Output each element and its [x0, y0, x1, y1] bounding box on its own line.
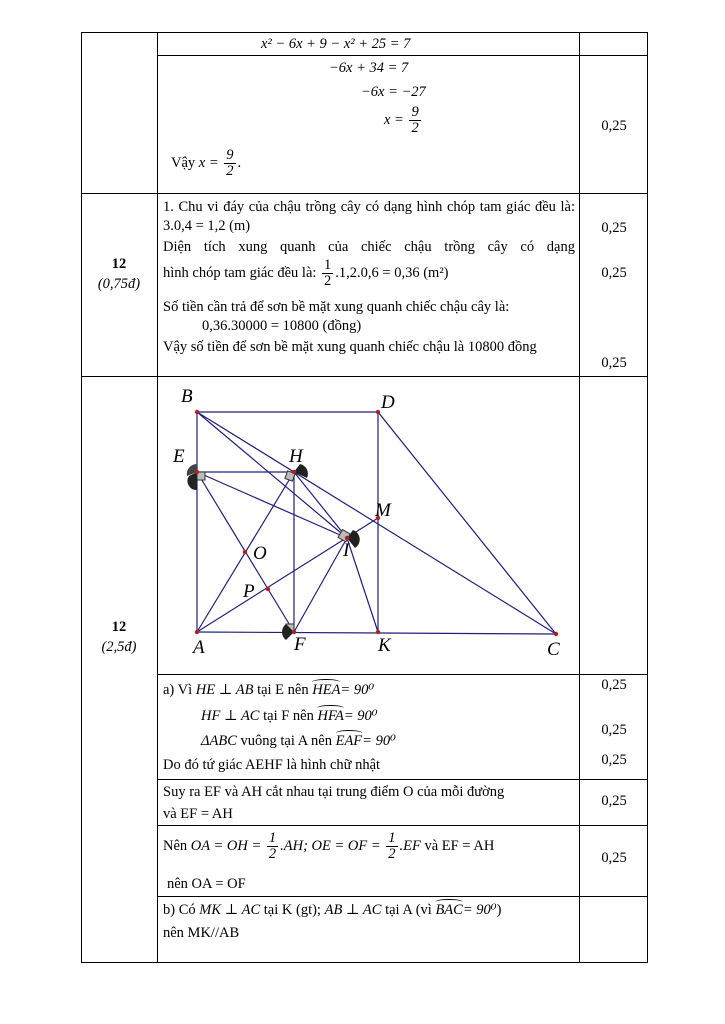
equation-line-2: −6x + 34 = 7 — [329, 60, 409, 76]
label-H: H — [289, 446, 303, 467]
text-fragment: tại F nên — [263, 708, 314, 724]
row-divider — [81, 193, 648, 194]
row-divider — [157, 896, 648, 897]
fraction-nine-halves: $\frac{9}{2}$ — [226, 147, 234, 179]
answer-paragraph-5: 0,36.30000 = 10800 (đồng) — [202, 318, 362, 334]
text-fragment: b) Có — [163, 902, 196, 918]
math-expr: OA = OH = — [190, 837, 262, 854]
question-number-cell — [81, 254, 157, 294]
label-M: M — [375, 500, 391, 521]
angle-symbol: HEA — [312, 682, 341, 698]
part-a3-line-2: nên OA = OF — [167, 876, 246, 892]
answer-paragraph-6: Vậy số tiền để sơn bề mặt xung quanh chiếc chậu là 10800 đồng — [163, 339, 537, 355]
conclusion-prefix: Vậy — [171, 154, 196, 171]
row-divider — [157, 779, 648, 780]
fraction-one-half: $\frac{1}{2}$ — [388, 830, 396, 862]
math-expr: HF ⊥ AC — [201, 708, 260, 724]
text-fragment: tại E nên — [257, 682, 309, 698]
text-fragment: vuông tại A nên — [240, 733, 332, 749]
fraction-one-half: $\frac{1}{2}$ — [268, 830, 277, 862]
angle-symbol: BAC — [435, 902, 463, 918]
points-value: 0,25 — [601, 355, 627, 371]
table-border-top — [81, 32, 648, 33]
math-expr: HE ⊥ AB — [195, 682, 254, 698]
math-expr: AB ⊥ AC — [324, 902, 382, 918]
points-value: 0,25 — [601, 850, 627, 866]
answer-paragraph-1: 1. Chu vi đáy của chậu trồng cây có dạng hình chóp tam giác đều là: 3.0,4 = 1,2 (m) — [163, 199, 575, 234]
part-a2-line-1: Suy ra EF và AH cắt nhau tại trung điểm O của mỗi đường — [163, 784, 505, 800]
math-expr: ΔABC — [201, 733, 237, 749]
fraction-nine-halves: $\frac{9}{2}$ — [411, 104, 419, 136]
table-border-right — [647, 32, 648, 963]
points-value: 0,25 — [601, 752, 627, 768]
answer-table — [81, 32, 648, 963]
math-expr: MK ⊥ AC — [199, 902, 261, 918]
points-value: 0,25 — [601, 220, 627, 236]
label-D: D — [381, 392, 395, 413]
answer-paragraph-3 — [163, 258, 449, 289]
question-score: (0,75đ) — [97, 276, 141, 292]
math-expr: .EF — [399, 837, 421, 854]
answer-paragraph-4: Số tiền cần trả để sơn bề mặt xung quanh chiếc chậu cây là: — [163, 299, 510, 315]
label-I: I — [343, 540, 350, 561]
table-border-left — [81, 32, 82, 963]
row-divider — [157, 825, 648, 826]
equation-line-4 — [384, 105, 423, 136]
conclusion-lhs: x = — [198, 154, 219, 171]
fraction-one-half: $\frac{1}{2}$ — [324, 257, 332, 289]
part-a-prefix: a) Vì — [163, 682, 193, 698]
part-a-line-4: Do đó tứ giác AEHF là hình chữ nhật — [163, 757, 381, 773]
text-fragment: ) — [496, 902, 502, 918]
text-fragment: và EF = AH — [424, 837, 495, 854]
part-a-line-1 — [163, 680, 374, 699]
label-A: A — [193, 637, 205, 658]
area-label: hình chóp tam giác đều là: — [163, 264, 317, 281]
table-border-bottom — [81, 962, 648, 963]
area-formula: .1,2.0,6 = 0,36 (m²) — [335, 264, 449, 281]
text-fragment: tại A (vì — [385, 902, 432, 918]
label-C: C — [547, 639, 560, 660]
points-value: 0,25 — [601, 265, 627, 281]
math-expr: = 90⁰ — [343, 708, 378, 724]
part-a3-line-1 — [163, 831, 494, 862]
row-divider — [157, 674, 648, 675]
part-a-line-3 — [201, 731, 396, 750]
part-b-line-1 — [163, 900, 501, 919]
math-expr: = 90⁰ — [340, 682, 375, 698]
table-column-divider-1 — [157, 32, 158, 963]
math-expr: = 90⁰ — [462, 902, 497, 918]
equation-line-3: −6x = −27 — [361, 84, 426, 100]
row-divider — [157, 55, 648, 56]
equation-line-1: x² − 6x + 9 − x² + 25 = 7 — [261, 36, 411, 52]
conclusion-line — [171, 148, 241, 179]
text-fragment: Nên — [163, 837, 188, 854]
part-b-line-2: nên MK//AB — [163, 925, 240, 941]
label-E: E — [173, 446, 185, 467]
right-angle-markers — [197, 471, 350, 632]
question-number: 12 — [111, 256, 127, 272]
question-number: 12 — [111, 619, 127, 635]
table-column-divider-2 — [579, 32, 580, 963]
equation-lhs: x = — [384, 111, 404, 128]
question-score: (2,5đ) — [101, 639, 137, 655]
text-fragment: tại K (gt); — [263, 902, 321, 918]
points-value: 0,25 — [601, 677, 627, 693]
points-value: 0,25 — [601, 118, 627, 134]
part-a2-line-2: và EF = AH — [163, 806, 233, 822]
angle-symbol: HFA — [317, 708, 344, 724]
conclusion-end: . — [237, 154, 242, 171]
points-value: 0,25 — [601, 793, 627, 809]
label-B: B — [181, 386, 193, 407]
answer-paragraph-2: Diện tích xung quanh của chiếc chậu trồng cây có dạng — [163, 239, 575, 255]
angle-symbol: EAF — [335, 733, 363, 749]
row-divider — [81, 376, 648, 377]
part-a-line-2 — [201, 706, 378, 725]
math-expr: .AH; OE = OF = — [280, 837, 381, 854]
label-P: P — [243, 581, 255, 602]
math-expr: = 90⁰ — [362, 733, 396, 749]
question-number-cell — [81, 617, 157, 657]
geometry-figure — [159, 378, 579, 674]
points-value: 0,25 — [601, 722, 627, 738]
angle-wedges — [187, 464, 360, 640]
label-F: F — [294, 634, 306, 655]
label-K: K — [378, 635, 391, 656]
label-O: O — [253, 543, 267, 564]
